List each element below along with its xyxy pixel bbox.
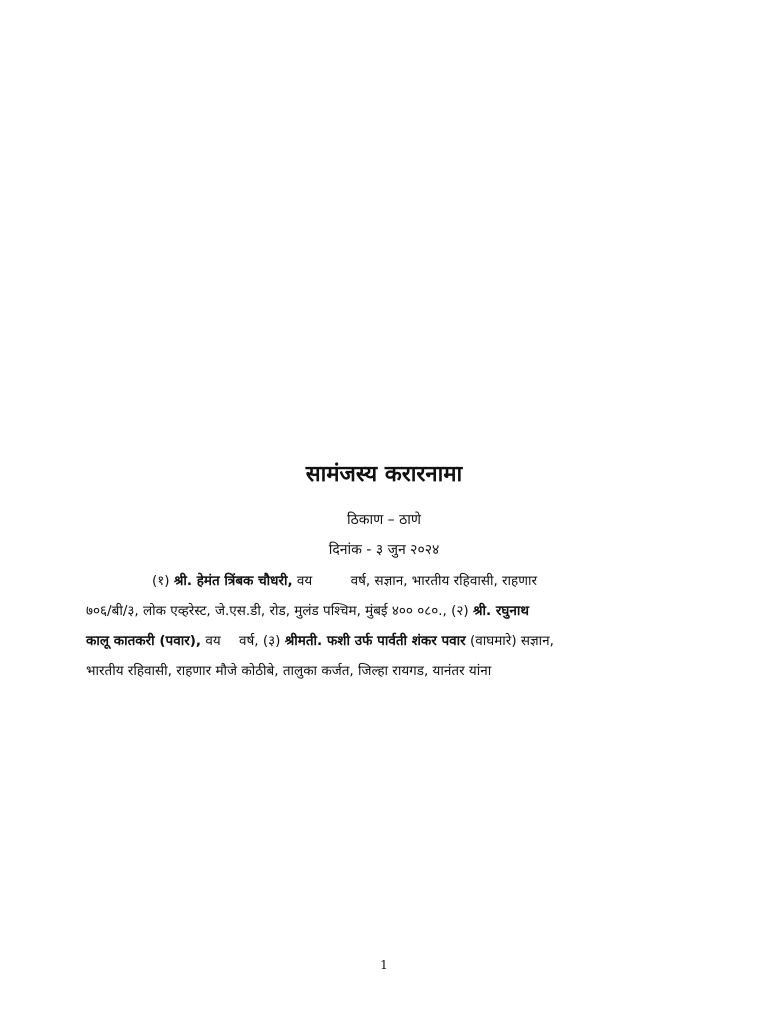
- party-2-age-label: वय: [205, 633, 221, 649]
- parties-paragraph: [86, 566, 691, 686]
- paragraph-line-2: [86, 596, 691, 626]
- place-line: ठिकाण – ठाणे: [346, 512, 422, 528]
- paragraph-line-1: [86, 566, 691, 596]
- party-1-details: वर्ष, सज्ञान, भारतीय रहिवासी, राहणार: [350, 573, 537, 589]
- party-1-address: ७०६/बी/३, लोक एव्हरेस्ट, जे.एस.डी, रोड, मुलंड पश्चिम, मुंबई ४०० ०८०., (२): [86, 603, 469, 619]
- paragraph-line-4: भारतीय रहिवासी, राहणार मौजे कोठीबे, तालुका कर्जत, जिल्हा रायगड, यानंतर यांना: [86, 663, 492, 679]
- party-1-name: श्री. हेमंत त्रिंबक चौधरी,: [173, 573, 293, 589]
- page-number: 1: [380, 958, 388, 972]
- date-line: दिनांक - ३ जुन २०२४: [328, 542, 440, 558]
- party-3-name: श्रीमती. फशी उर्फ पार्वती शंकर पवार: [284, 633, 466, 649]
- paragraph-line-3: [86, 626, 691, 656]
- party-2-details: वर्ष, (३): [238, 633, 281, 649]
- party-2-name-part-a: श्री. रघुनाथ: [473, 603, 529, 619]
- party-2-name-part-b: कालू कातकरी (पवार),: [86, 633, 202, 649]
- party-3-details: (वाघमारे) सज्ञान,: [469, 633, 554, 649]
- party-1-age-label: वय: [296, 573, 313, 589]
- party-1-number: (१): [152, 573, 170, 589]
- document-title: सामंजस्य करारनामा: [305, 462, 463, 487]
